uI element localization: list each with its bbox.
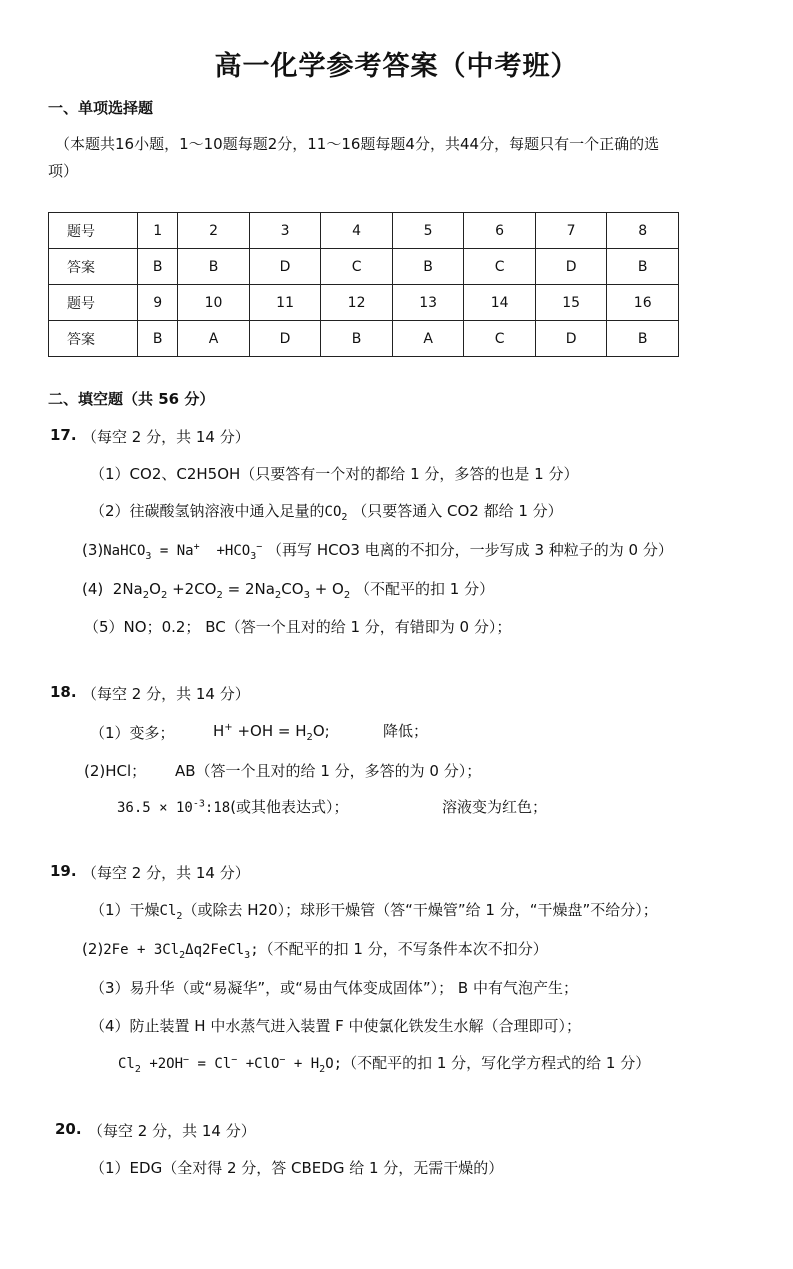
section-note: （本题共16小题，1～10题每题2分，11～16题每题4分，共44分，每题只有一个正确的选 xyxy=(55,135,660,153)
question-number: 5 xyxy=(392,213,464,249)
answer-line xyxy=(82,539,673,562)
row-label: 题号 xyxy=(49,213,138,249)
question-number: 11 xyxy=(249,285,321,321)
question-score: （每空 2 分，共 14 分） xyxy=(88,1122,256,1140)
question-number: 7 xyxy=(535,213,607,249)
answer-cell: B xyxy=(138,249,178,285)
section-heading-choice: 一、单项选择题 xyxy=(48,99,154,117)
answer-line: （1）EDG（全对得 2 分，答 CBEDG 给 1 分，无需干燥的） xyxy=(90,1159,504,1177)
answer-cell: A xyxy=(178,321,250,357)
answer-text: （只要答通入 CO2 都给 1 分） xyxy=(352,502,563,520)
answer-line xyxy=(82,938,548,961)
answer-text: （不配平的扣 1 分，不写条件本次不扣分） xyxy=(258,940,548,958)
answer-cell: A xyxy=(392,321,464,357)
answer-table xyxy=(48,212,679,357)
answer-cell: D xyxy=(249,321,321,357)
formula: $Cl_2$ xyxy=(159,903,183,922)
answer-line: （4）防止装置 H 中水蒸气进入装置 F 中使氯化铁发生水解（合理即可）； xyxy=(90,1017,582,1035)
answer-line xyxy=(118,1052,650,1075)
answer-cell: B xyxy=(607,321,679,357)
question-number: 3 xyxy=(249,213,321,249)
question-number: 20. xyxy=(55,1120,82,1138)
question-number: 13 xyxy=(392,285,464,321)
answer-cell: B xyxy=(392,249,464,285)
formula: $Cl_2 +2OH^- = Cl^- +ClO^- + H_2O$; xyxy=(118,1054,343,1075)
answer-line xyxy=(82,578,494,601)
answer-text: （1）变多； xyxy=(90,724,175,742)
row-label: 答案 xyxy=(49,321,138,357)
question-number: 18. xyxy=(50,683,77,701)
question-score: （每空 2 分，共 14 分） xyxy=(82,685,250,703)
question-number: 2 xyxy=(178,213,250,249)
answer-line: （1）CO2、C2H5OH（只要答有一个对的都给 1 分，多答的也是 1 分） xyxy=(90,465,579,483)
answer-text: 溶液变为红色； xyxy=(442,798,548,816)
question-number: 8 xyxy=(607,213,679,249)
question-number: 4 xyxy=(321,213,393,249)
row-label: 题号 xyxy=(49,285,138,321)
answer-text: (2)HCl； xyxy=(84,762,147,780)
answer-cell: C xyxy=(464,321,536,357)
row-label: 答案 xyxy=(49,249,138,285)
answer-cell: D xyxy=(535,249,607,285)
question-number: 19. xyxy=(50,862,77,880)
question-number: 12 xyxy=(321,285,393,321)
formula: (3)NaHCO$_3$ = $Na^+ +HCO_3^-$ xyxy=(82,541,263,562)
answer-text: 降低； xyxy=(383,722,429,740)
table-row xyxy=(49,285,679,321)
question-number: 1 xyxy=(138,213,178,249)
formula: $36.5 \times 10^{-3}:18$ xyxy=(117,798,231,816)
answer-line xyxy=(117,796,349,817)
answer-text: （再写 HCO3 电离的不扣分，一步写成 3 种粒子的为 0 分） xyxy=(267,541,673,559)
answer-cell: B xyxy=(178,249,250,285)
question-score: （每空 2 分，共 14 分） xyxy=(82,864,250,882)
answer-text: （2）往碳酸氢钠溶液中通入足量的 xyxy=(90,502,325,520)
answer-text: （或除去 H20）；球形干燥管（答“干燥管”给 1 分，“干燥盘”不给分）； xyxy=(182,901,658,919)
question-number: 15 xyxy=(535,285,607,321)
answer-line xyxy=(90,899,658,922)
formula: $(2)2Fe + 3Cl_2\Delta q2FeCl_3$; xyxy=(82,940,259,961)
question-number: 16 xyxy=(607,285,679,321)
answer-cell: C xyxy=(464,249,536,285)
answer-cell: B xyxy=(321,321,393,357)
answer-text: （不配平的扣 1 分） xyxy=(355,580,495,598)
formula: (4) $2Na_2O_2 +2CO_2 = 2Na_2CO_3 + O_2$ xyxy=(82,580,351,601)
question-number: 10 xyxy=(178,285,250,321)
question-number: 9 xyxy=(138,285,178,321)
question-number: 14 xyxy=(464,285,536,321)
answer-cell: B xyxy=(138,321,178,357)
answer-cell: D xyxy=(535,321,607,357)
answer-cell: C xyxy=(321,249,393,285)
answer-text: (或其他表达式）； xyxy=(230,798,349,816)
page-title: 高一化学参考答案（中考班） xyxy=(214,51,579,82)
formula: $H^+ +OH = H_2O$; xyxy=(213,722,330,743)
answer-line: （5）NO；0.2； BC（答一个且对的给 1 分，有错即为 0 分）； xyxy=(84,618,512,636)
section-heading-fill: 二、填空题（共 56 分） xyxy=(48,390,215,408)
question-number: 17. xyxy=(50,426,77,444)
answer-line: （3）易升华（或“易凝华”，或“易由气体变成固体”）； B 中有气泡产生； xyxy=(90,979,578,997)
answer-text: （不配平的扣 1 分，写化学方程式的给 1 分） xyxy=(342,1054,651,1072)
table-row xyxy=(49,249,679,285)
table-row xyxy=(49,321,679,357)
formula: $CO_2$ xyxy=(324,504,348,523)
answer-cell: B xyxy=(607,249,679,285)
answer-line xyxy=(90,500,563,523)
answer-text: AB（答一个且对的给 1 分，多答的为 0 分）； xyxy=(175,762,482,780)
table-row xyxy=(49,213,679,249)
answer-text: （1）干燥 xyxy=(90,901,160,919)
answer-cell: D xyxy=(249,249,321,285)
section-note-cont: 项） xyxy=(48,162,79,180)
question-score: （每空 2 分，共 14 分） xyxy=(82,428,250,446)
question-number: 6 xyxy=(464,213,536,249)
